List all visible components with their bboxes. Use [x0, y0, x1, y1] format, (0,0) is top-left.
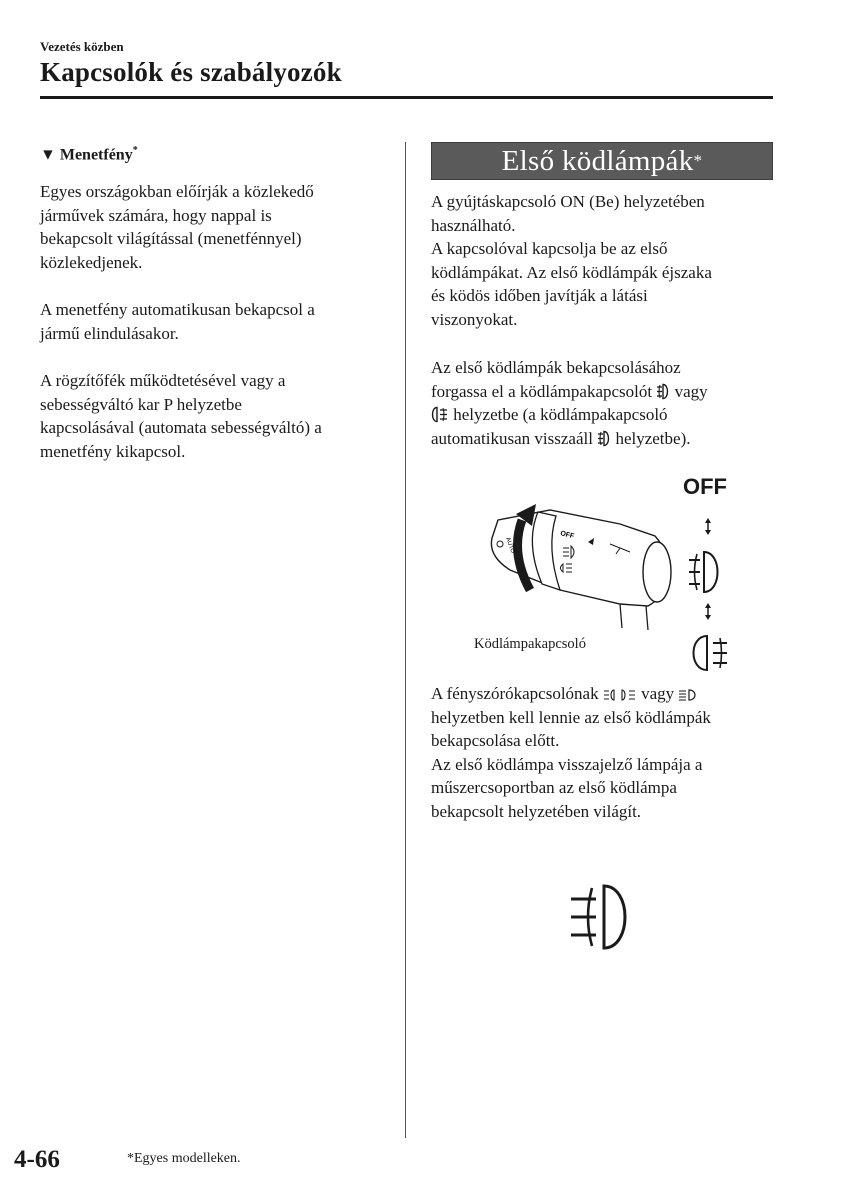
front-fog-lights-banner: Első ködlámpák * [431, 142, 773, 180]
drl-paragraph-2: A menetfény automatikusan bekapcsol a jármű elindulásakor. [40, 300, 315, 343]
headlights-icon [678, 688, 698, 702]
page-title: Kapcsolók és szabályozók [40, 57, 342, 87]
fog-paragraph-2: Az első ködlámpák bekapcsolásához forgassa el a ködlámpakapcsolót vagy helyzetbe (a ködlámpakapcsoló automatikusan visszaáll helyzetbe). [431, 358, 708, 448]
off-position-label: OFF [683, 474, 727, 499]
fog-lamp-off-icon [431, 406, 449, 423]
switch-off-label: OFF [559, 530, 575, 541]
footnote: *Egyes modelleken. [127, 1151, 241, 1166]
title-rule [40, 96, 773, 99]
page-number: 4-66 [14, 1146, 60, 1173]
parking-lights-icon [603, 688, 637, 702]
fog-lamp-on-position-icon [689, 552, 718, 592]
section-label: Vezetés közben [40, 39, 124, 54]
fog-paragraph-1: A gyújtáskapcsoló ON (Be) helyzetében használható. A kapcsolóval kapcsolja be az első ködlámpákat. Az első ködlámpák éjszaka és ködös időben javítják a látási viszonyokat. [431, 192, 712, 329]
fog-switch-caption: Ködlámpakapcsoló [474, 636, 586, 652]
position-arrow-bottom-icon [705, 603, 711, 620]
daytime-running-lights-subheading: ▼ Menetfény* [40, 145, 138, 164]
fog-lamp-on-icon [597, 430, 611, 447]
switch-auto-label: AUTO [504, 536, 516, 555]
column-divider [405, 142, 406, 1138]
fog-lamp-off-position-icon [694, 636, 728, 670]
front-fog-lamp-indicator-icon [566, 882, 636, 954]
drl-paragraph-1: Egyes országokban előírják a közlekedő járművek számára, hogy nappal is bekapcsolt világítással (menetfénnyel) közlekedjenek. [40, 182, 314, 272]
position-arrow-top-icon [705, 518, 711, 535]
fog-lamp-on-icon [656, 383, 670, 400]
drl-paragraph-3: A rögzítőfék működtetésével vagy a sebességváltó kar P helyzetbe kapcsolásával (automata sebességváltó) a menetfény kikapcsol. [40, 371, 322, 461]
fog-paragraph-3: A fényszórókapcsolónak vagy helyzetben kell lennie az első ködlámpák bekapcsolása előtt. Az első ködlámpa visszajelző lámpája a műszercsoportban az első ködlámpa bekapcsolt helyzetében világít. [431, 684, 711, 821]
